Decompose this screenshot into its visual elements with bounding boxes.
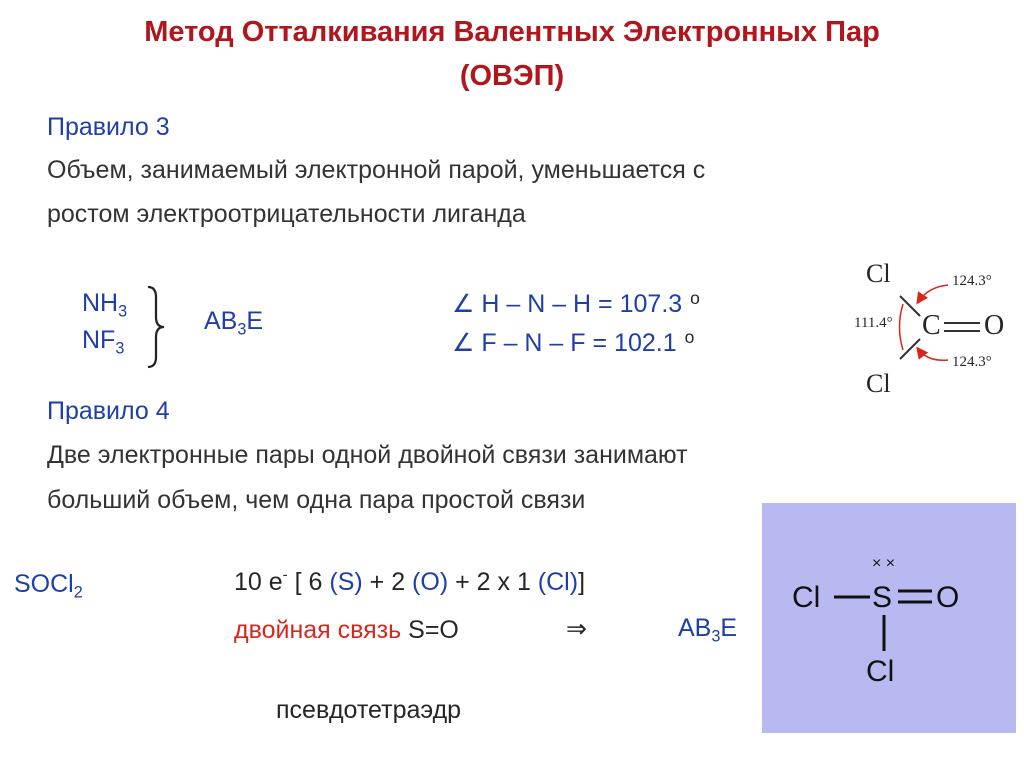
- phosgene-carbon: C: [922, 310, 941, 341]
- socl2-cl-left: Cl: [792, 581, 821, 614]
- angle-f-n-f: ∠ F – N – F = 102.1 $^o$: [452, 327, 695, 357]
- phosgene-angle-bottom: 124.3°: [952, 354, 992, 370]
- phosgene-angle-left: 111.4°: [854, 315, 893, 331]
- double-bond-note: двойная связь S=O: [234, 616, 459, 644]
- rule-4-text-line-1: Две электронные пары одной двойной связи занимают: [47, 441, 688, 469]
- implies-icon: ⇒: [566, 615, 587, 643]
- angle-h-n-h: ∠ H – N – H = 107.3 $^o$: [452, 288, 700, 318]
- geometry-label: псевдотетраэдр: [276, 696, 462, 724]
- brace-icon: [144, 285, 168, 369]
- formula-nf3: $NF_3$: [82, 326, 125, 358]
- phosgene-angle-top: 124.3°: [952, 273, 992, 289]
- socl2-oxygen: O: [936, 581, 960, 614]
- socl2-cl-bottom: Cl: [866, 655, 895, 688]
- socl2-sulfur: S: [872, 581, 893, 614]
- phosgene-structure: [848, 252, 1018, 402]
- lone-pair-icon: × ×: [872, 555, 896, 572]
- phosgene-oxygen: O: [984, 310, 1005, 341]
- page-title-abbreviation: (ОВЭП): [459, 60, 565, 92]
- rule-4-text-line-2: больший объем, чем одна пара простой связи: [47, 486, 586, 514]
- molecule-type-ab3e: $AB_3E$: [204, 307, 264, 339]
- electron-count: 10 e- [ 6 (S) + 2 (O) + 2 x 1 (Cl)]: [234, 566, 586, 596]
- phosgene-cl-top: Cl: [866, 259, 891, 288]
- rule-3-text-line-2: ростом электроотрицательности лиганда: [47, 200, 526, 228]
- rule-4-heading: Правило 4: [47, 397, 170, 425]
- rule-3-heading: Правило 3: [47, 113, 170, 141]
- phosgene-cl-bottom: Cl: [866, 369, 891, 398]
- rule-3-text-line-1: Объем, занимаемый электронной парой, уменьшается с: [47, 156, 706, 184]
- formula-socl2: SOCl$_2$: [14, 570, 83, 602]
- formula-nh3: $NH_3$: [82, 289, 128, 321]
- socl2-bonds: [762, 503, 1016, 733]
- socl2-type-ab3e: $AB_3E$: [678, 614, 738, 646]
- socl2-structure-panel: [762, 503, 1016, 733]
- page-title: Метод Отталкивания Валентных Электронных Пар: [144, 16, 880, 48]
